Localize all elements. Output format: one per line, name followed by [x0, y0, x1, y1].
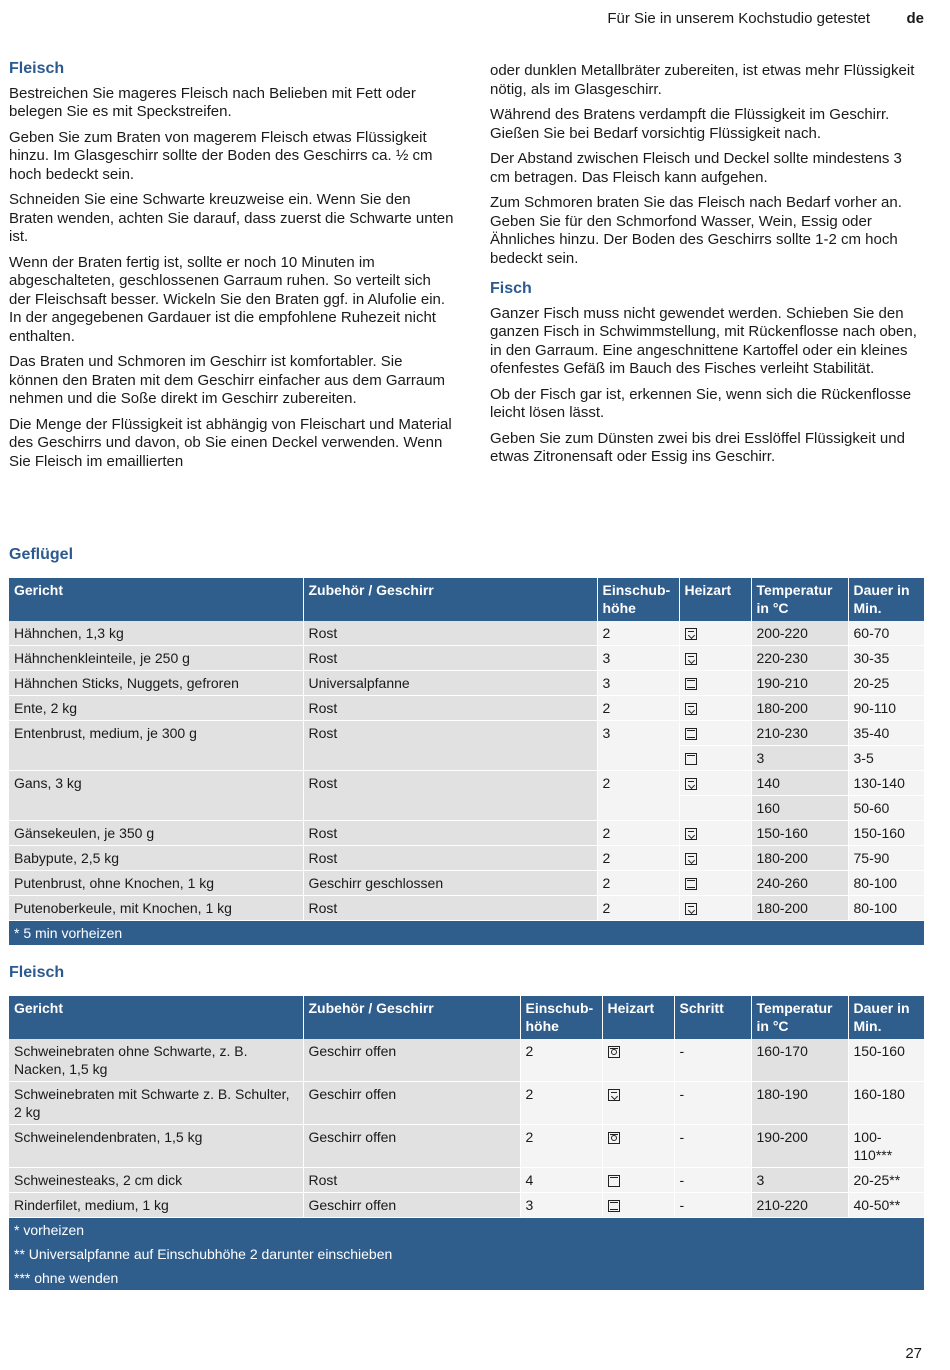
cell-dish: Schweinelendenbraten, 1,5 kg	[9, 1125, 303, 1168]
heating-mode-cell	[679, 621, 751, 646]
cell-level: 2	[597, 696, 679, 721]
cell-dish: Schweinebraten mit Schwarte z. B. Schulter, 2 kg	[9, 1082, 303, 1125]
poultry-section-title: Geflügel	[9, 546, 74, 563]
cell-dish: Rinderfilet, medium, 1 kg	[9, 1193, 303, 1218]
paragraph: Ob der Fisch gar ist, erkennen Sie, wenn sich die Rückenflosse leicht lösen lässt.	[490, 385, 912, 421]
grill-heating-icon	[685, 653, 697, 665]
col-header-temp: Temperatur in °C	[751, 578, 848, 621]
cell-level: 2	[597, 621, 679, 646]
table-row	[9, 1193, 924, 1218]
cell-level: 2	[520, 1039, 602, 1082]
ou-heating-icon	[685, 878, 697, 890]
cell-duration: 50-60	[848, 796, 924, 821]
meat-footnote: * vorheizen	[9, 1218, 924, 1243]
cell-dish: Babypute, 2,5 kg	[9, 846, 303, 871]
cell-duration: 90-110	[848, 696, 924, 721]
table-row	[9, 671, 924, 696]
heating-mode-cell	[679, 746, 751, 771]
col-header-accessory: Zubehör / Geschirr	[303, 578, 597, 621]
table-row	[9, 821, 924, 846]
table-row	[9, 1125, 924, 1168]
cell-level: 3	[520, 1193, 602, 1218]
col-header-step: Schritt	[674, 996, 751, 1039]
cell-acc: Rost	[303, 621, 597, 646]
cell-temp: 190-210	[751, 671, 848, 696]
page-header	[0, 8, 950, 28]
heating-mode-cell	[602, 1168, 674, 1193]
cell-step: -	[674, 1125, 751, 1168]
cell-temp: 210-220	[751, 1193, 848, 1218]
cell-dish: Ente, 2 kg	[9, 696, 303, 721]
cell-duration: 100-110***	[848, 1125, 924, 1168]
meat-table	[9, 996, 925, 1290]
fish-heading: Fisch	[490, 280, 532, 297]
col-header-dish: Gericht	[9, 578, 303, 621]
cell-temp: 240-260	[751, 871, 848, 896]
cell-temp: 180-190	[751, 1082, 848, 1125]
table-row	[9, 646, 924, 671]
header-title: Für Sie in unserem Kochstudio getestet	[607, 10, 870, 27]
table-row	[9, 696, 924, 721]
ou-heating-icon	[608, 1200, 620, 1212]
grill-heating-icon	[685, 853, 697, 865]
paragraph: Der Abstand zwischen Fleisch und Deckel sollte mindestens 3 cm betragen. Das Fleisch kann aufgehen.	[490, 150, 902, 186]
meat-footnote: ** Universalpfanne auf Einschubhöhe 2 darunter einschieben	[9, 1242, 924, 1266]
col-header-level: Einschub-höhe	[597, 578, 679, 621]
heating-mode-cell	[679, 871, 751, 896]
cell-duration: 20-25**	[848, 1168, 924, 1193]
grill-heating-icon	[685, 778, 697, 790]
table-row	[9, 621, 924, 646]
cell-step: -	[674, 1039, 751, 1082]
cell-acc: Rost	[303, 846, 597, 871]
cell-dish: Hähnchen, 1,3 kg	[9, 621, 303, 646]
paragraph: Geben Sie zum Braten von magerem Fleisch etwas Flüssigkeit hinzu. Im Glasgeschirr sollte der Boden des Geschirrs ca. ½ cm hoch bedeckt sein.	[9, 128, 433, 183]
cell-temp: 3	[751, 746, 848, 771]
cell-level: 2	[597, 871, 679, 896]
heating-mode-cell	[679, 896, 751, 921]
heating-mode-cell	[679, 721, 751, 746]
fan-heating-icon	[608, 1132, 620, 1144]
cell-temp: 160-170	[751, 1039, 848, 1082]
cell-temp: 220-230	[751, 646, 848, 671]
cell-acc: Geschirr offen	[303, 1082, 520, 1125]
col-header-heat: Heizart	[602, 996, 674, 1039]
top-heating-icon	[685, 753, 697, 765]
cell-acc: Rost	[303, 646, 597, 671]
cell-duration: 20-25	[848, 671, 924, 696]
cell-dish: Hähnchen Sticks, Nuggets, gefroren	[9, 671, 303, 696]
paragraph: oder dunklen Metallbräter zubereiten, ist etwas mehr Flüssigkeit nötig, als im Glasgeschirr.	[490, 62, 915, 98]
cell-step: -	[674, 1168, 751, 1193]
ou-heating-icon	[685, 728, 697, 740]
cell-temp: 3	[751, 1168, 848, 1193]
cell-level: 4	[520, 1168, 602, 1193]
heating-mode-cell	[679, 771, 751, 796]
heating-mode-cell	[679, 646, 751, 671]
cell-acc: Rost	[303, 821, 597, 846]
cell-level: 3	[597, 721, 679, 771]
paragraph: Geben Sie zum Dünsten zwei bis drei Esslöffel Flüssigkeit und etwas Zitronensaft oder Essig ins Geschirr.	[490, 429, 905, 465]
paragraph: Wenn der Braten fertig ist, sollte er noch 10 Minuten im abgeschalteten, geschlossenen Garraum ruhen. So verteilt sich der Fleischsaft besser. Wickeln Sie den Braten ggf. in Alufolie ein. In der angegebenen Gardauer ist die empfohlene Ruhezeit nicht enthalten.	[9, 253, 446, 345]
cell-step: -	[674, 1193, 751, 1218]
table-row	[9, 1039, 924, 1082]
cell-duration: 3-5	[848, 746, 924, 771]
heating-mode-cell	[602, 1125, 674, 1168]
table-row	[9, 896, 924, 921]
poultry-table	[9, 578, 925, 945]
cell-temp: 190-200	[751, 1125, 848, 1168]
cell-temp: 180-200	[751, 846, 848, 871]
cell-level: 2	[520, 1125, 602, 1168]
cell-dish: Gans, 3 kg	[9, 771, 303, 821]
cell-acc: Rost	[303, 1168, 520, 1193]
heating-mode-cell	[602, 1082, 674, 1125]
cell-temp: 180-200	[751, 896, 848, 921]
cell-acc: Rost	[303, 721, 597, 771]
cell-level: 2	[520, 1082, 602, 1125]
cell-dish: Hähnchenkleinteile, je 250 g	[9, 646, 303, 671]
col-header-dish: Gericht	[9, 996, 303, 1039]
heating-mode-cell	[679, 846, 751, 871]
ou-heating-icon	[685, 678, 697, 690]
paragraph: Das Braten und Schmoren im Geschirr ist komfortabler. Sie können den Braten mit dem Geschirr einfacher aus dem Garraum nehmen und die Soße direkt im Geschirr zubereiten.	[9, 353, 446, 407]
heating-mode-cell	[602, 1193, 674, 1218]
cell-level: 2	[597, 896, 679, 921]
cell-duration: 150-160	[848, 821, 924, 846]
cell-temp: 160	[751, 796, 848, 821]
table-row	[9, 846, 924, 871]
cell-dish: Entenbrust, medium, je 300 g	[9, 721, 303, 771]
paragraph: Die Menge der Flüssigkeit ist abhängig von Fleischart und Material des Geschirrs und davon, ob Sie einen Deckel verwenden. Wenn Sie Fleisch im emaillierten	[9, 415, 452, 470]
heating-mode-cell	[679, 796, 751, 821]
cell-duration: 80-100	[848, 896, 924, 921]
table-row	[9, 721, 924, 746]
cell-duration: 75-90	[848, 846, 924, 871]
table-row	[9, 871, 924, 896]
poultry-footnote: * 5 min vorheizen	[9, 921, 924, 946]
meat-section-title: Fleisch	[9, 964, 65, 981]
cell-temp: 140	[751, 771, 848, 796]
cell-duration: 35-40	[848, 721, 924, 746]
cell-duration: 40-50**	[848, 1193, 924, 1218]
cell-dish: Putenbrust, ohne Knochen, 1 kg	[9, 871, 303, 896]
left-column	[9, 60, 454, 478]
cell-acc: Geschirr offen	[303, 1125, 520, 1168]
table-row	[9, 1082, 924, 1125]
cell-duration: 150-160	[848, 1039, 924, 1082]
cell-level: 2	[597, 771, 679, 821]
top-heating-icon	[608, 1175, 620, 1187]
cell-dish: Gänsekeulen, je 350 g	[9, 821, 303, 846]
language-code: de	[906, 10, 924, 27]
cell-acc: Geschirr offen	[303, 1039, 520, 1082]
cell-duration: 30-35	[848, 646, 924, 671]
cell-acc: Geschirr geschlossen	[303, 871, 597, 896]
col-header-temp: Temperatur in °C	[751, 996, 848, 1039]
col-header-level: Einschub-höhe	[520, 996, 602, 1039]
table-row	[9, 771, 924, 796]
col-header-duration: Dauer in Min.	[848, 996, 924, 1039]
cell-dish: Schweinebraten ohne Schwarte, z. B. Nacken, 1,5 kg	[9, 1039, 303, 1082]
cell-temp: 200-220	[751, 621, 848, 646]
paragraph: Schneiden Sie eine Schwarte kreuzweise ein. Wenn Sie den Braten wenden, achten Sie darauf, dass zuerst die Schwarte unten ist.	[9, 191, 454, 245]
cell-level: 3	[597, 646, 679, 671]
col-header-heat: Heizart	[679, 578, 751, 621]
grill-heating-icon	[608, 1089, 620, 1101]
grill-heating-icon	[685, 828, 697, 840]
cell-acc: Universalpfanne	[303, 671, 597, 696]
col-header-duration: Dauer in Min.	[848, 578, 924, 621]
cell-duration: 130-140	[848, 771, 924, 796]
cell-step: -	[674, 1082, 751, 1125]
meat-footnote: *** ohne wenden	[9, 1266, 924, 1290]
cell-acc: Rost	[303, 771, 597, 821]
cell-duration: 160-180	[848, 1082, 924, 1125]
cell-acc: Rost	[303, 696, 597, 721]
table-row	[9, 1168, 924, 1193]
cell-temp: 180-200	[751, 696, 848, 721]
cell-level: 2	[597, 846, 679, 871]
cell-duration: 60-70	[848, 621, 924, 646]
right-column	[490, 62, 920, 474]
meat-heading: Fleisch	[9, 60, 65, 77]
cell-level: 2	[597, 821, 679, 846]
paragraph: Während des Bratens verdampft die Flüssigkeit im Geschirr. Gießen Sie bei Bedarf vorsichtig Flüssigkeit nach.	[490, 106, 890, 142]
paragraph: Ganzer Fisch muss nicht gewendet werden. Schieben Sie den ganzen Fisch in Schwimmstellung, mit Rückenflosse nach oben, in den Garraum. Eine angeschnittene Kartoffel oder ein kleines ofenfestes Gefäß im Bauch des Fisches verleiht Stabilität.	[490, 304, 917, 377]
grill-heating-icon	[685, 703, 697, 715]
grill-heating-icon	[685, 628, 697, 640]
paragraph: Zum Schmoren braten Sie das Fleisch nach Bedarf vorher an. Geben Sie für den Schmorfond Wasser, Wein, Essig oder Ähnliches hinzu. Der Boden des Geschirrs sollte 1-2 cm hoch bedeckt sein.	[490, 194, 902, 267]
cell-dish: Schweinesteaks, 2 cm dick	[9, 1168, 303, 1193]
page-number: 27	[905, 1345, 922, 1362]
cell-acc: Rost	[303, 896, 597, 921]
heating-mode-cell	[679, 821, 751, 846]
cell-acc: Geschirr offen	[303, 1193, 520, 1218]
paragraph: Bestreichen Sie mageres Fleisch nach Belieben mit Fett oder belegen Sie es mit Speckstreifen.	[9, 84, 416, 120]
cell-level: 3	[597, 671, 679, 696]
heating-mode-cell	[679, 671, 751, 696]
col-header-accessory: Zubehör / Geschirr	[303, 996, 520, 1039]
heating-mode-cell	[679, 696, 751, 721]
cell-dish: Putenoberkeule, mit Knochen, 1 kg	[9, 896, 303, 921]
fan-heating-icon	[608, 1046, 620, 1058]
grill-heating-icon	[685, 903, 697, 915]
heating-mode-cell	[602, 1039, 674, 1082]
cell-temp: 210-230	[751, 721, 848, 746]
cell-temp: 150-160	[751, 821, 848, 846]
cell-duration: 80-100	[848, 871, 924, 896]
